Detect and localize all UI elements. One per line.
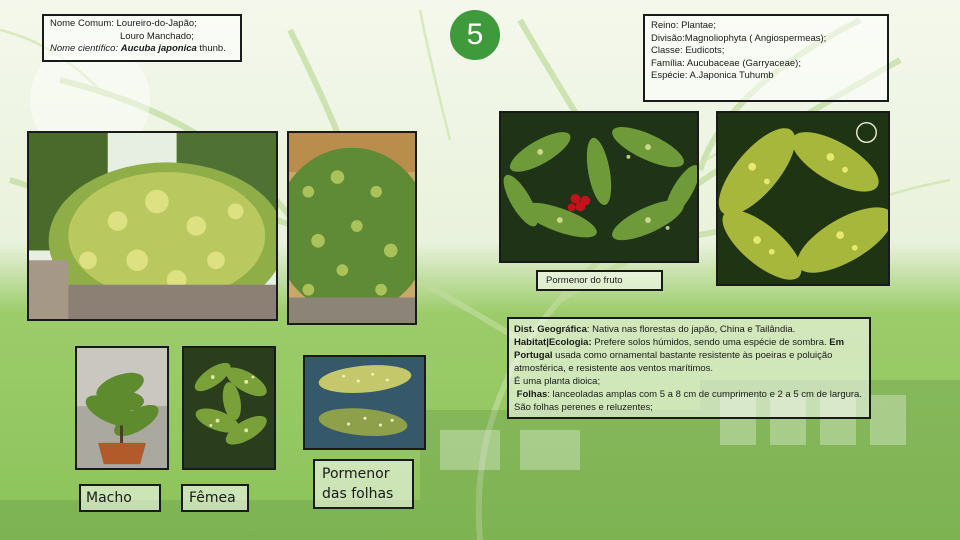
male-plant-photo (75, 346, 169, 470)
male-caption-text: Macho (86, 490, 132, 506)
taxonomy-box (643, 14, 889, 102)
dioecious-text: É uma planta dioica; (514, 376, 601, 387)
taxonomy-class: Classe: Eudicots; (651, 45, 725, 56)
names-box (42, 14, 242, 62)
slide-number: 5 (466, 18, 484, 51)
male-caption (79, 484, 161, 512)
habitat-label: Habitat|Ecologia: (514, 337, 592, 348)
leaves-label: Folhas (516, 389, 548, 400)
fruit-caption-text: Pormenor do fruto (546, 275, 623, 286)
slide-number-badge (450, 10, 500, 60)
geo-label: Dist. Geográfica (514, 324, 587, 335)
taxonomy-kingdom: Reino: Plantae; (651, 20, 716, 31)
description-box (507, 317, 871, 419)
fruit-photo (499, 111, 699, 263)
leaf-closeup-photo (716, 111, 890, 286)
shrub-photo (27, 131, 278, 321)
common-name-line (50, 18, 234, 31)
scientific-name: Aucuba japonica (120, 43, 197, 54)
geo-distribution (514, 323, 864, 336)
leaves-description (514, 388, 864, 414)
scientific-name-line (50, 43, 234, 56)
female-plant-photo (182, 346, 276, 470)
common-name-1: Loureiro-do-Japão; (116, 18, 197, 29)
habitat-text: Prefere solos húmidos, sendo uma espécie de sombra. (591, 337, 830, 348)
leaves-text: : lanceoladas amplas com 5 a 8 cm de cumprimento e 2 a 5 cm de largura. São folhas perenes e reluzentes; (514, 389, 862, 413)
taxonomy-family: Família: Aucubaceae (Garryaceae); (651, 57, 801, 69)
taxonomy-division: Divisão:Magnoliophyta ( Angiospermeas); (651, 32, 827, 44)
common-name-line-2 (50, 31, 234, 44)
author-name: thunb. (199, 43, 226, 54)
geo-text: : Nativa nas florestas do japão, China e Tailândia. (586, 324, 796, 335)
common-name-label: Nome Comum: (50, 18, 114, 29)
taxonomy-species: Espécie: A.Japonica Tuhumb (651, 70, 774, 81)
habitat-text-2: usada como ornamental bastante resistente às poeiras e poluição atmosférica, e resistente aos ventos marítimos. (514, 350, 833, 374)
em-portugal: Em Portugal (514, 337, 845, 361)
scientific-name-label: Nome científico: (50, 43, 119, 54)
fruit-caption (536, 270, 663, 291)
leaves-caption (313, 459, 414, 509)
common-name-2: Louro Manchado; (120, 30, 194, 42)
hedge-photo (287, 131, 417, 325)
female-caption-text: Fêmea (189, 490, 236, 506)
female-caption (181, 484, 249, 512)
habitat (514, 336, 864, 375)
leaf-detail-photo (303, 355, 426, 450)
leaves-caption-line-1: Pormenor (322, 466, 390, 482)
leaves-caption-line-2: das folhas (322, 486, 394, 502)
